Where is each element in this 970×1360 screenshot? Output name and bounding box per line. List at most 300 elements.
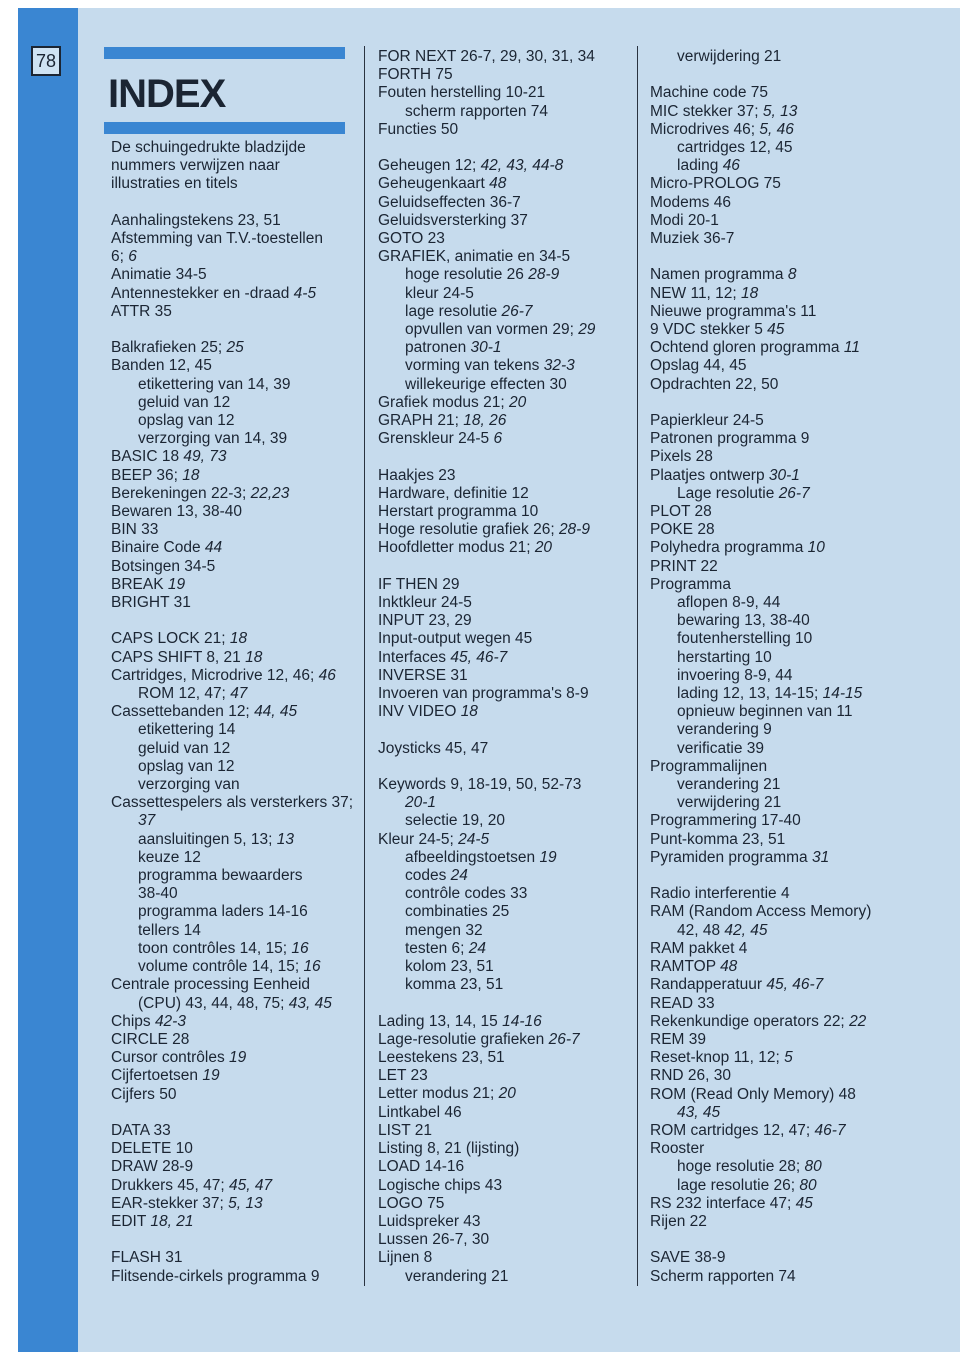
entry-text: Micro-PROLOG 75 [650,175,781,193]
index-subentry [111,412,353,430]
index-entry [650,1031,871,1049]
index-entry [111,1031,353,1049]
entry-illustration-pages: 10 [807,539,825,557]
index-entry [378,1104,595,1122]
entry-text: Pyramiden programma [650,848,812,866]
index-subentry [378,266,595,284]
entry-text: CIRCLE 28 [111,1030,190,1048]
index-entry [111,1013,353,1031]
index-entry [650,1213,871,1231]
index-entry [650,285,871,303]
entry-illustration-pages: 19 [539,848,557,866]
entry-text: opnieuw beginnen van 11 [677,703,853,721]
index-subentry [650,1104,871,1122]
entry-text: afbeeldingstoetsen [405,848,540,866]
index-entry [111,1177,353,1195]
entry-text: Berekeningen 22-3; [111,484,251,502]
entry-text: lage resolutie [405,302,502,320]
entry-text: Punt-komma 23, 51 [650,830,786,848]
index-spacer [650,1231,871,1249]
index-entry [378,430,595,448]
index-entry [378,503,595,521]
entry-illustration-pages: 42, 45 [724,921,768,939]
index-spacer [378,994,595,1012]
index-subentry [378,321,595,339]
index-spacer [650,66,871,84]
title-top-bar [104,47,345,59]
entry-text: Kleur 24-5; [378,830,459,848]
entry-text: mengen 32 [405,921,483,939]
entry-text: RAMTOP [650,958,721,976]
entry-illustration-pages: 16 [291,939,309,957]
index-subentry [378,885,595,903]
index-entry [111,1122,353,1140]
entry-illustration-pages: 20 [498,1085,516,1103]
index-entry [111,357,353,375]
entry-text: verificatie 39 [677,739,765,757]
index-entry [378,1195,595,1213]
index-subentry [378,812,595,830]
index-entry [111,448,353,466]
entry-text: Lading 13, 14, 15 [378,1012,503,1030]
entry-illustration-pages: 8 [787,266,797,284]
title-bottom-bar [104,122,345,134]
index-spacer [378,139,595,157]
entry-text: Modems 46 [650,193,731,211]
entry-text: ROM 12, 47; [138,685,231,703]
index-subentry [378,357,595,375]
index-entry [378,630,595,648]
index-entry [650,1067,871,1085]
entry-text: GOTO 23 [378,230,445,248]
index-entry [650,230,871,248]
entry-text: willekeurige effecten 30 [405,375,567,393]
entry-text: cartridges 12, 45 [677,139,793,156]
index-entry [650,958,871,976]
index-subentry [378,922,595,940]
entry-text: Hoge resolutie grafiek 26; [378,521,559,539]
entry-text: Balkrafieken 25; [111,339,227,357]
entry-text: Cassettespelers als versterkers 37; [111,794,354,812]
index-subentry [378,103,595,121]
index-subentry [650,48,871,66]
entry-text: Chips [111,1012,155,1030]
entry-text: Pixels 28 [650,448,713,466]
entry-text: Cijfertoetsen [111,1067,203,1085]
entry-text: Botsingen 34-5 [111,557,216,575]
entry-text: Radio interferentie 4 [650,885,790,903]
entry-text: tellers 14 [138,921,201,939]
entry-text: Leestekens 23, 51 [378,1049,505,1067]
entry-text: herstarting 10 [677,648,772,666]
entry-text: lading [677,157,723,175]
entry-illustration-pages: 28-9 [528,266,560,284]
entry-illustration-pages: 22 [849,1012,867,1030]
entry-illustration-pages: 28-9 [558,521,590,539]
entry-text: NEW 11, 12; [650,284,742,302]
index-entry [378,649,595,667]
entry-illustration-pages: 80 [804,1158,822,1176]
index-column-2 [378,48,595,1286]
entry-illustration-pages: 4-5 [293,284,317,302]
index-entry [650,412,871,430]
index-entry [378,194,595,212]
index-entry [650,1086,871,1104]
entry-illustration-pages: 42-3 [154,1012,186,1030]
entry-text: Opdrachten 22, 50 [650,375,779,393]
entry-text: LIST 21 [378,1121,433,1139]
index-subentry [378,303,595,321]
entry-text: MIC stekker 37; [650,102,763,120]
entry-text: patronen [405,339,471,357]
entry-text: keuze 12 [138,848,201,866]
entry-text: INV VIDEO [378,703,461,721]
index-entry [378,48,595,66]
entry-illustration-pages: 5, 46 [759,120,794,138]
entry-illustration-pages: 46-7 [814,1121,846,1139]
entry-text: Cassettebanden 12; [111,703,255,721]
entry-text: GRAFIEK, animatie en 34-5 [378,248,571,266]
entry-text: programma bewaarders [138,867,303,885]
entry-text: CAPS SHIFT 8, 21 [111,648,246,666]
index-column-1 [111,139,353,1286]
index-subentry [378,849,595,867]
entry-illustration-pages: 45, 46-7 [450,648,508,666]
entry-text: Geheugenkaart [378,175,490,193]
entry-text: Lage resolutie [677,484,779,502]
entry-text: opvullen van vormen 29; [405,321,579,339]
index-entry [378,66,595,84]
italic-note-line: nummers verwijzen naar [111,157,280,175]
entry-text: Ochtend gloren programma [650,339,844,357]
entry-illustration-pages: 6 [128,248,137,266]
index-entry [378,1085,595,1103]
entry-text: RS 232 interface 47; [650,1194,796,1212]
entry-text: verwijdering 21 [677,794,782,812]
index-entry [111,649,353,667]
entry-text: BASIC 18 [111,448,184,466]
entry-text: EDIT [111,1212,151,1230]
entry-illustration-pages: 80 [799,1176,817,1194]
index-entry [378,412,595,430]
index-spacer [378,758,595,776]
index-entry [650,812,871,830]
index-entry [378,84,595,102]
entry-illustration-pages: 18 [182,466,200,484]
index-entry [650,321,871,339]
index-spacer [111,612,353,630]
entry-text: Plaatjes ontwerp [650,466,769,484]
index-entry [378,1013,595,1031]
index-entry [378,485,595,503]
entry-text: verwijdering 21 [677,48,782,65]
entry-text: lading 12, 13, 14-15; [677,685,823,703]
entry-text: LET 23 [378,1067,428,1085]
entry-text: GRAPH 21; [378,412,464,430]
entry-illustration-pages: 46 [318,666,336,684]
entry-text: Cartridges, Microdrive 12, 46; [111,666,319,684]
index-entry [650,194,871,212]
entry-text: ROM cartridges 12, 47; [650,1121,815,1139]
index-entry [111,1195,353,1213]
entry-text: lage resolutie 26; [677,1176,800,1194]
entry-illustration-pages: 26-7 [501,302,533,320]
index-entry [378,1140,595,1158]
index-entry [650,303,871,321]
index-entry [650,212,871,230]
entry-text: Scherm rapporten 74 [650,1267,796,1285]
index-entry [650,339,871,357]
index-subentry [111,394,353,412]
entry-text: EAR-stekker 37; [111,1194,229,1212]
index-spacer [650,248,871,266]
index-entry [650,885,871,903]
index-entry [378,1158,595,1176]
index-subentry [650,630,871,648]
entry-text: Lijnen 8 [378,1249,433,1267]
index-entry [111,1086,353,1104]
entry-text: LOGO 75 [378,1194,445,1212]
index-entry [378,1231,595,1249]
index-subentry [111,721,353,739]
entry-illustration-pages: 45 [795,1194,813,1212]
entry-text: Rekenkundige operators 22; [650,1012,850,1030]
entry-text: Nieuwe programma's 11 [650,302,817,320]
index-entry [378,576,595,594]
entry-text: Hoofdletter modus 21; [378,539,535,557]
index-subentry [111,685,353,703]
index-entry [650,430,871,448]
entry-text: 42, 48 [677,921,725,939]
entry-text: verandering 9 [677,721,772,739]
index-entry [378,1122,595,1140]
entry-illustration-pages: 16 [303,958,321,976]
index-entry [650,1249,871,1267]
index-subentry [650,1177,871,1195]
index-entry [650,1122,871,1140]
entry-illustration-pages: 24 [450,867,468,885]
entry-text: READ 33 [650,994,715,1012]
index-entry [650,903,871,921]
index-spacer [650,394,871,412]
index-entry [378,248,595,266]
entry-text: vorming van tekens [405,357,544,375]
index-subentry [650,157,871,175]
index-subentry [650,703,871,721]
entry-illustration-pages: 19 [167,575,186,593]
entry-text: Geheugen 12; [378,157,481,175]
entry-illustration-pages: 31 [811,848,830,866]
entry-text: Keywords 9, 18-19, 50, 52-73 [378,776,582,794]
entry-text: FLASH 31 [111,1249,183,1267]
entry-text: FORTH 75 [378,66,453,84]
entry-text: Rijen 22 [650,1212,707,1230]
index-subentry [378,976,595,994]
entry-text: Flitsende-cirkels programma 9 [111,1267,320,1285]
entry-text: Opslag 44, 45 [650,357,747,375]
entry-text: verandering 21 [677,776,781,794]
entry-text: BEEP 36; [111,466,183,484]
entry-text: selectie 19, 20 [405,812,505,830]
index-subentry [111,885,353,903]
index-entry [111,667,353,685]
index-subentry [650,594,871,612]
entry-text: Modi 20-1 [650,211,719,229]
entry-text: 6; [111,248,129,266]
entry-text: opslag van 12 [138,412,235,430]
entry-text: hoge resolutie 28; [677,1158,805,1176]
index-entry [650,175,871,193]
entry-illustration-pages: 19 [229,1049,247,1067]
entry-text: etikettering 14 [138,721,236,739]
index-spacer [378,558,595,576]
index-entry [378,703,595,721]
index-entry [650,558,871,576]
index-entry [111,230,353,248]
entry-text: BREAK [111,575,168,593]
entry-text: Listing 8, 21 (lijsting) [378,1140,520,1158]
entry-illustration-pages: 18, 21 [150,1212,194,1230]
index-subentry [111,903,353,921]
index-subentry [378,958,595,976]
entry-text: Inktkleur 24-5 [378,594,472,612]
entry-text: Aanhalingstekens 23, 51 [111,211,281,229]
index-entry [650,539,871,557]
entry-text: Logische chips 43 [378,1176,503,1194]
index-subentry [378,1268,595,1286]
index-entry [650,503,871,521]
index-subentry [650,721,871,739]
entry-text: 9 VDC stekker 5 [650,321,768,339]
index-entry [111,285,353,303]
index-subentry [650,794,871,812]
index-entry [111,248,353,266]
entry-text: Geluidsversterking 37 [378,211,528,229]
index-subentry [111,776,353,794]
entry-text: Namen programma [650,266,788,284]
index-entry [378,594,595,612]
index-spacer [111,1231,353,1249]
index-subentry [111,849,353,867]
italic-note-line: illustraties en titels [111,175,238,193]
entry-illustration-pages: 5, 13 [762,102,798,120]
entry-text: contrôle codes 33 [405,885,528,903]
index-entry [650,940,871,958]
entry-text: Randapperatuur [650,976,767,994]
index-entry [650,849,871,867]
page-number-box: 78 [31,46,61,76]
index-entry [650,831,871,849]
entry-illustration-pages: 45, 46-7 [766,976,824,994]
entry-illustration-pages: 22,23 [250,484,290,502]
index-subentry [378,867,595,885]
entry-illustration-pages: 25 [226,339,244,357]
index-entry [111,558,353,576]
index-entry [111,1140,353,1158]
index-subentry [378,376,595,394]
index-entry [378,212,595,230]
index-entry [650,758,871,776]
index-subentry [111,867,353,885]
entry-text: verzorging van [138,776,240,794]
entry-text: Patronen programma 9 [650,430,810,448]
entry-text: bewaring 13, 38-40 [677,612,810,630]
index-subentry [650,667,871,685]
index-entry [378,1249,595,1267]
entry-text: Papierkleur 24-5 [650,412,764,430]
entry-text: RAM pakket 4 [650,939,748,957]
index-entry [111,303,353,321]
entry-illustration-pages: 45 [767,321,785,339]
index-entry [111,266,353,284]
entry-illustration-pages: 20-1 [405,794,437,812]
entry-text: aansluitingen 5, 13; [138,830,277,848]
entry-text: INPUT 23, 29 [378,612,472,630]
index-entry [378,612,595,630]
entry-text: aflopen 8-9, 44 [677,594,781,612]
entry-text: FOR NEXT 26-7, 29, 30, 31, 34 [378,48,595,65]
entry-illustration-pages: 20 [508,393,527,411]
entry-illustration-pages: 43, 45 [288,994,332,1012]
index-subentry [111,376,353,394]
entry-illustration-pages: 45, 47 [229,1176,273,1194]
entry-text: Polyhedra programma [650,539,808,557]
index-entry [111,1049,353,1067]
index-subentry [650,485,871,503]
index-entry [111,339,353,357]
index-subentry [650,685,871,703]
entry-text: hoge resolutie 26 [405,266,529,284]
entry-text: 38-40 [138,885,178,903]
entry-illustration-pages: 18 [245,648,263,666]
entry-text: Grafiek modus 21; [378,393,509,411]
index-entry [650,1140,871,1158]
entry-text: Drukkers 45, 47; [111,1176,230,1194]
entry-illustration-pages: 14-15 [822,685,863,703]
entry-text: POKE 28 [650,521,715,539]
entry-illustration-pages: 29 [578,321,596,339]
entry-text: Herstart programma 10 [378,503,539,521]
entry-text: Reset-knop 11, 12; [650,1049,785,1067]
index-subentry [650,139,871,157]
entry-text: (CPU) 43, 44, 48, 75; [138,994,289,1012]
entry-text: Binaire Code [111,539,205,557]
entry-text: Centrale processing Eenheid [111,976,311,994]
entry-text: Programmering 17-40 [650,812,801,830]
entry-text: IF THEN 29 [378,575,460,593]
index-entry [650,1049,871,1067]
entry-text: Banden 12, 45 [111,357,212,375]
index-entry [650,1195,871,1213]
entry-text: Input-output wegen 45 [378,630,533,648]
index-spacer [378,721,595,739]
index-entry [111,976,353,994]
index-entry [378,467,595,485]
entry-illustration-pages: 20 [534,539,553,557]
entry-illustration-pages: 18 [460,703,478,721]
index-spacer [378,448,595,466]
entry-text: toon contrôles 14, 15; [138,939,292,957]
entry-illustration-pages: 30-1 [470,339,502,357]
index-entry [650,266,871,284]
index-entry [650,121,871,139]
entry-illustration-pages: 26-7 [778,484,810,502]
index-subentry [111,940,353,958]
entry-illustration-pages: 24 [468,939,487,957]
entry-text: Joysticks 45, 47 [378,739,489,757]
index-subentry [111,812,353,830]
entry-text: DATA 33 [111,1121,171,1139]
